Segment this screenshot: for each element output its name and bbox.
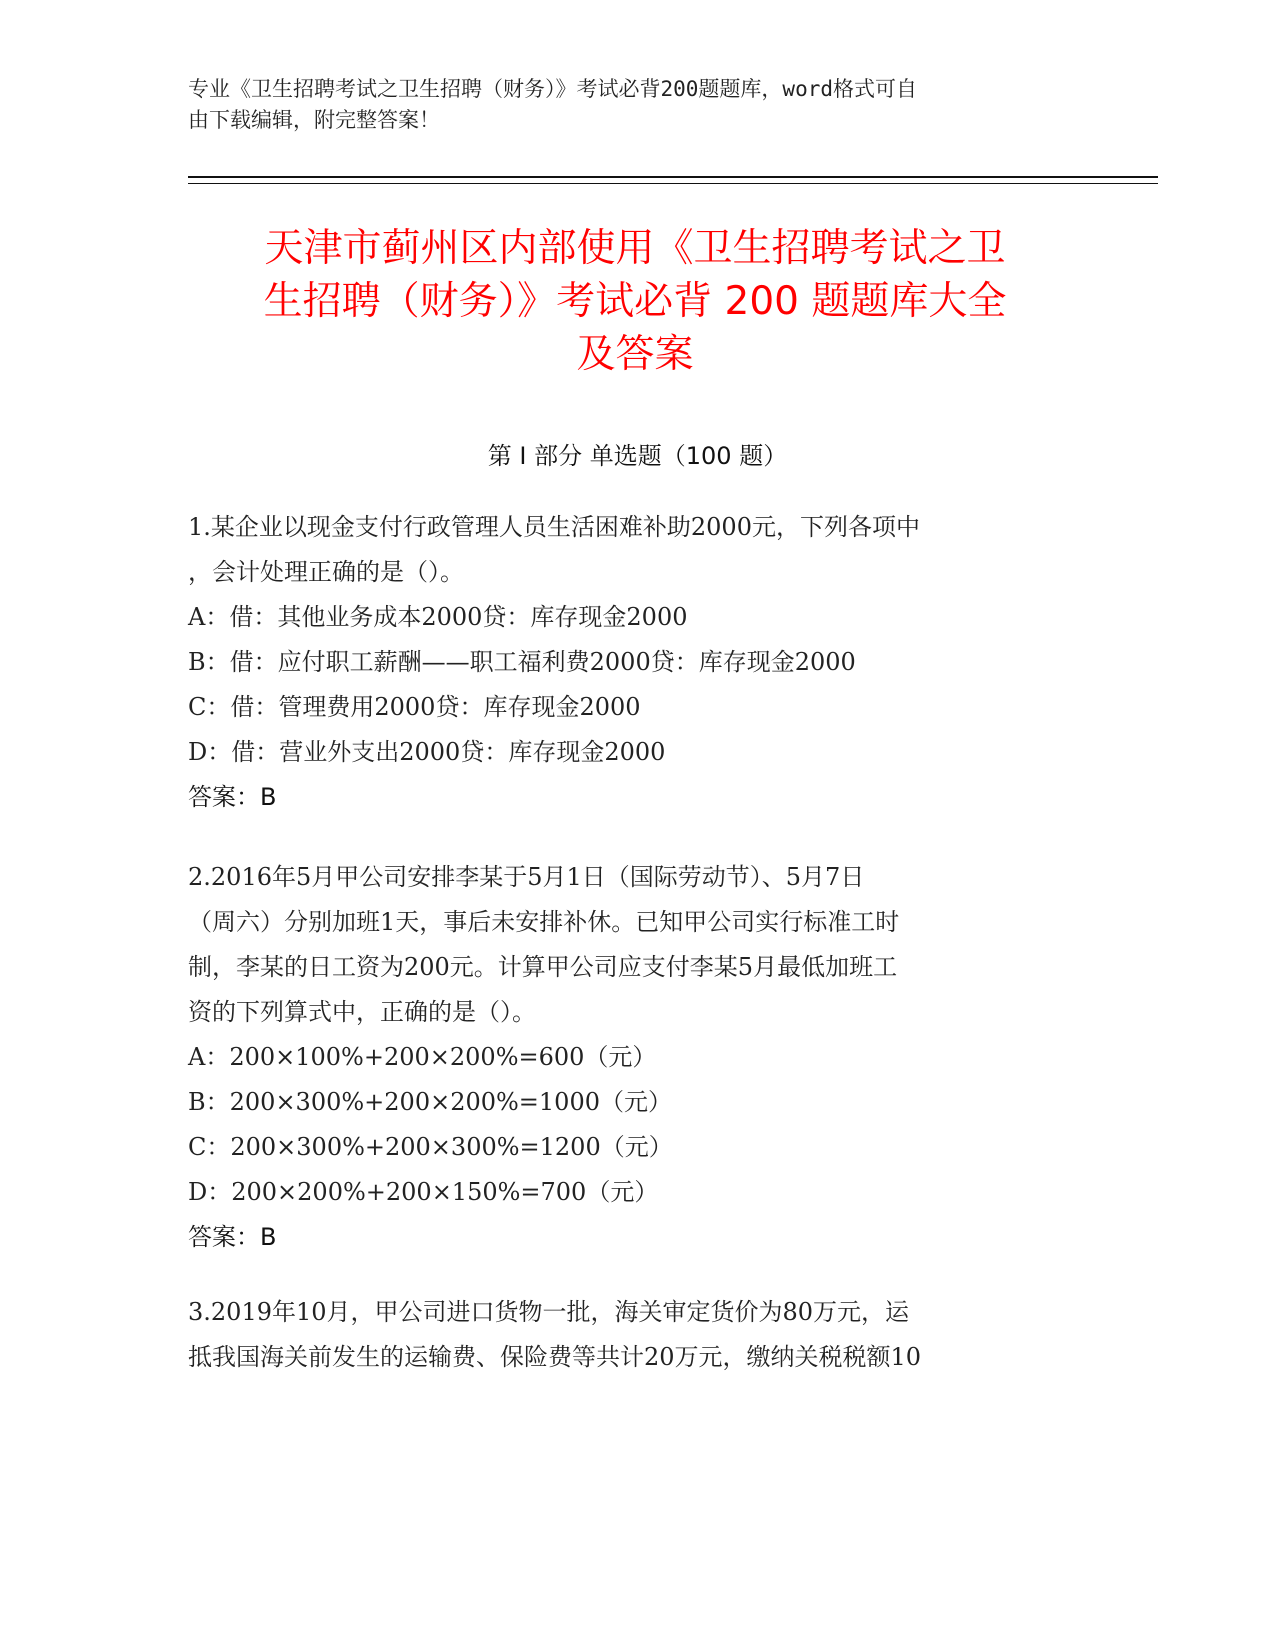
question-1 [188, 505, 1088, 820]
question-3 [188, 1290, 1088, 1380]
option-b: B：200×300%+200×200%=1000（元） [188, 1088, 672, 1116]
question-2 [188, 855, 1088, 1260]
question-stem-line: 资的下列算式中，正确的是（）。 [188, 998, 536, 1026]
question-stem-line: 1.某企业以现金支付行政管理人员生活困难补助2000元，下列各项中 [188, 513, 920, 541]
question-stem-line: 制，李某的日工资为200元。计算甲公司应支付李某5月最低加班工 [188, 953, 898, 981]
question-stem-line: 抵我国海关前发生的运输费、保险费等共计20万元，缴纳关税税额10 [188, 1343, 922, 1371]
section-heading: 第 I 部分 单选题（100 题） [487, 442, 788, 470]
document-title [170, 222, 1100, 381]
answer-label: 答案：B [188, 1223, 277, 1251]
question-stem-line: 2.2016年5月甲公司安排李某于5月1日（国际劳动节）、5月7日 [188, 863, 865, 891]
title-line-3: 及答案 [576, 332, 694, 377]
header-note [188, 74, 1068, 136]
option-d: D：200×200%+200×150%=700（元） [188, 1178, 659, 1206]
question-stem-line: （周六）分别加班1天，事后未安排补休。已知甲公司实行标准工时 [188, 908, 900, 936]
header-divider-thin [188, 183, 1158, 184]
title-line-1: 天津市蓟州区内部使用《卫生招聘考试之卫 [264, 226, 1006, 271]
header-divider-thick [188, 176, 1158, 178]
option-b: B：借：应付职工薪酬——职工福利费2000贷：库存现金2000 [188, 648, 856, 676]
question-stem-line: 3.2019年10月，甲公司进口货物一批，海关审定货价为80万元，运 [188, 1298, 910, 1326]
title-line-2: 生招聘（财务）》考试必背 200 题题库大全 [263, 279, 1007, 324]
header-line-1: 专业《卫生招聘考试之卫生招聘（财务）》考试必背200题题库，word格式可自 [188, 77, 917, 101]
header-line-2: 由下载编辑，附完整答案！ [188, 108, 440, 132]
option-d: D：借：营业外支出2000贷：库存现金2000 [188, 738, 666, 766]
option-c: C：200×300%+200×300%=1200（元） [188, 1133, 673, 1161]
option-a: A：200×100%+200×200%=600（元） [188, 1043, 657, 1071]
question-stem-line: ，会计处理正确的是（）。 [188, 558, 464, 586]
option-a: A：借：其他业务成本2000贷：库存现金2000 [188, 603, 688, 631]
option-c: C：借：管理费用2000贷：库存现金2000 [188, 693, 641, 721]
answer-label: 答案：B [188, 783, 277, 811]
